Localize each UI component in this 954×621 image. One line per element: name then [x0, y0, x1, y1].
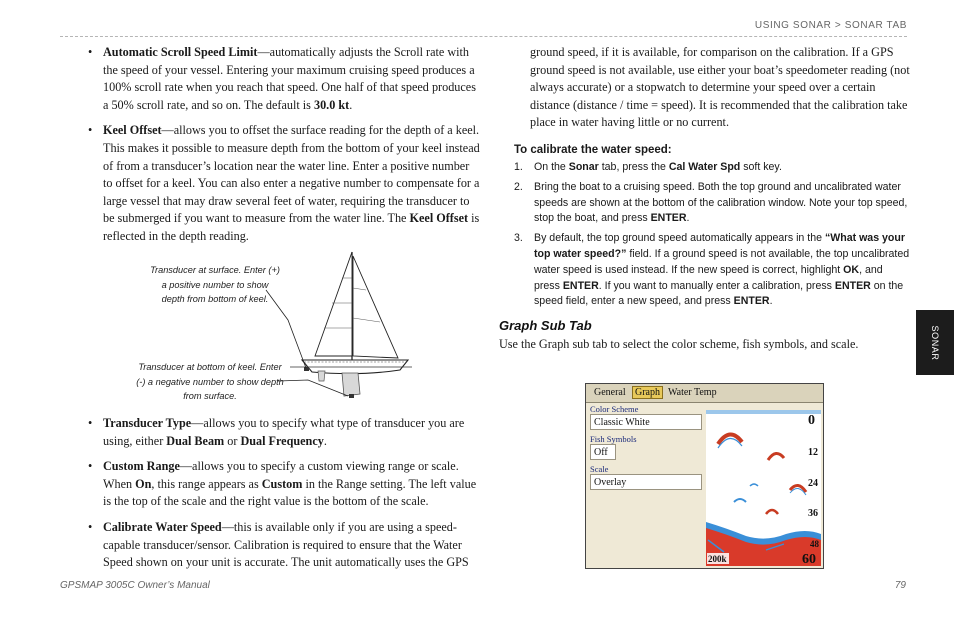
step-text: By default, the top ground speed automatically appears in the — [534, 232, 825, 245]
keel-offset-term-inline: Keel Offset — [409, 211, 469, 226]
device-tab-bar — [586, 384, 823, 403]
step-text: field. If a ground speed is not available, the top uncalibrated water speed is used instead. If the new speed is correct, highlight — [534, 247, 910, 276]
fish-symbols-field[interactable]: Off — [590, 444, 616, 460]
custom-range-custom: Custom — [261, 476, 303, 491]
frequency-label: 200k — [708, 554, 727, 564]
step-text: . — [686, 212, 690, 225]
fish-symbols-label: Fish Symbols — [590, 434, 637, 444]
tab-general[interactable]: General — [594, 387, 626, 398]
custom-range-text: —allows you to specify a custom viewing range or scale. When — [103, 459, 459, 491]
keel-offset-end: is reflected in the depth reading. — [103, 211, 480, 243]
breadcrumb-section: USING SONAR — [754, 20, 832, 31]
step-text: . If you want to manually enter a calibration, press — [598, 279, 835, 292]
calibrate-text: —this is available only if you are using a speed-capable transducer/sensor. Calibration is required to ensure that the Water Speed shown on your unit is accurate. The unit automatically uses the GPS — [103, 519, 469, 570]
graph-sub-tab-heading: Graph Sub Tab — [499, 318, 592, 334]
sonar-side-tab[interactable] — [916, 310, 954, 375]
calibrate-item — [88, 519, 480, 572]
depth-scale-0: 0 — [808, 413, 815, 428]
step-key: Sonar — [568, 160, 599, 173]
transducer-type-item — [88, 415, 480, 450]
depth-scale-48: 48 — [810, 539, 819, 549]
auto-scroll-text: —automatically adjusts the Scroll rate with the speed of your vessel. Entering your maximum cruising speed produces a 100% scroll rate when you reach that speed. One half of that speed produces a 50% scroll rate, and so on. The default is — [103, 45, 476, 112]
auto-scroll-term: Automatic Scroll Speed Limit — [103, 45, 258, 59]
custom-range-on: On — [135, 476, 152, 491]
right-column — [499, 44, 910, 354]
tab-water-temp[interactable]: Water Temp — [668, 387, 717, 398]
sailboat-figure — [130, 248, 420, 406]
custom-range-term: Custom Range — [103, 459, 180, 474]
step-text: On the — [534, 160, 569, 173]
step-2 — [514, 180, 910, 227]
scale-label: Scale — [590, 464, 609, 474]
calibrate-term: Calibrate Water Speed — [103, 519, 222, 534]
step-text: on the speed field, enter a new speed, and press — [534, 279, 904, 308]
step-1 — [514, 160, 910, 176]
caption-keel: Transducer at bottom of keel. Enter (-) a negative number to show depth from surface. — [136, 362, 284, 401]
sonar-graph-preview — [706, 410, 821, 566]
step-key: ENTER — [834, 279, 871, 292]
keel-offset-item — [88, 122, 480, 245]
left-column — [88, 44, 480, 254]
step-key: ENTER — [650, 212, 687, 225]
step-text: soft key. — [740, 160, 782, 173]
keel-offset-term: Keel Offset — [103, 123, 162, 138]
step-text: , and press — [534, 263, 883, 292]
depth-scale-36: 36 — [808, 508, 818, 519]
transducer-type-end: . — [323, 433, 327, 448]
auto-scroll-default: 30.0 kt — [313, 97, 350, 112]
step-text: tab, press the — [598, 160, 669, 173]
sailboat-illustration — [130, 248, 420, 406]
step-text: . — [769, 295, 773, 308]
transducer-type-or: or — [224, 433, 241, 448]
breadcrumb-separator: > — [834, 20, 842, 31]
transducer-type-term: Transducer Type — [103, 416, 192, 430]
step-number: 1. — [514, 160, 523, 173]
graph-settings-panel — [588, 404, 704, 564]
step-key: OK — [843, 263, 860, 276]
graph-settings-screenshot — [585, 383, 824, 569]
calibration-continuation: ground speed, if it is available, for comparison on the calibration. If a GPS ground speed is not available, use either your boat’s speedometer reading (not always accurate) or a stopwatch to determine your speed over a certain distance (distance / time = speed). It is recommended that the calibration take place in water having little or no current. — [530, 45, 910, 130]
sonar-history-image — [706, 410, 821, 566]
caption-surface: Transducer at surface. Enter (+) a positive number to show depth from bottom of keel. — [150, 265, 280, 304]
breadcrumb — [755, 20, 907, 31]
auto-scroll-end: . — [349, 97, 353, 112]
left-column-lower — [88, 415, 480, 580]
calibration-steps — [514, 160, 910, 310]
custom-range-text3: in the Range setting. The left value is the top of the scale and the right value is the bottom of the scale. — [103, 476, 477, 509]
step-key: ENTER — [733, 295, 770, 308]
custom-range-item — [88, 458, 480, 511]
color-scheme-field[interactable]: Classic White — [590, 414, 702, 430]
depth-scale-60: 60 — [802, 552, 816, 566]
step-text: Bring the boat to a cruising speed. Both the top ground and uncalibrated water speeds are shown at the bottom of the calibration window. Note your top speed, stop the boat, and press — [534, 180, 908, 225]
footer-page-number: 79 — [894, 580, 906, 591]
step-key: Cal Water Spd — [668, 160, 741, 173]
depth-scale-24: 24 — [808, 478, 818, 489]
header-rule — [60, 36, 907, 37]
depth-scale-12: 12 — [808, 447, 818, 458]
dual-frequency-option: Dual Frequency — [240, 433, 324, 448]
dual-beam-option: Dual Beam — [166, 433, 225, 448]
step-3 — [514, 231, 910, 310]
tab-graph[interactable]: Graph — [632, 386, 663, 399]
custom-range-text2: , this range appears as — [151, 476, 262, 491]
steps-title: To calibrate the water speed: — [514, 143, 672, 156]
breadcrumb-page: SONAR TAB — [844, 20, 907, 31]
scale-field[interactable]: Overlay — [590, 474, 702, 490]
color-scheme-label: Color Scheme — [590, 404, 639, 414]
transducer-type-text: —allows you to specify what type of transducer you are using, either — [103, 416, 465, 448]
step-number: 2. — [514, 180, 523, 193]
graph-sub-tab-text: Use the Graph sub tab to select the color scheme, fish symbols, and scale. — [499, 337, 859, 352]
step-key: ENTER — [562, 279, 599, 292]
step-key: “What was your top water speed?” — [534, 232, 905, 260]
step-number: 3. — [514, 232, 523, 245]
side-tab-label: SONAR — [930, 324, 940, 361]
keel-offset-text: —allows you to offset the surface reading for the depth of a keel. This makes it possible to measure depth from the bottom of your keel instead of from a transducer’s location near the water line. Enter a positive number to offset for a keel. You can also enter a negative number to compensate for a large vessel that may draw several feet of water, requiring the transducer to be submerged if you want to measure from the water line. The — [103, 123, 480, 226]
footer-manual-title: GPSMAP 3005C Owner’s Manual — [60, 580, 210, 591]
auto-scroll-item — [88, 44, 480, 114]
